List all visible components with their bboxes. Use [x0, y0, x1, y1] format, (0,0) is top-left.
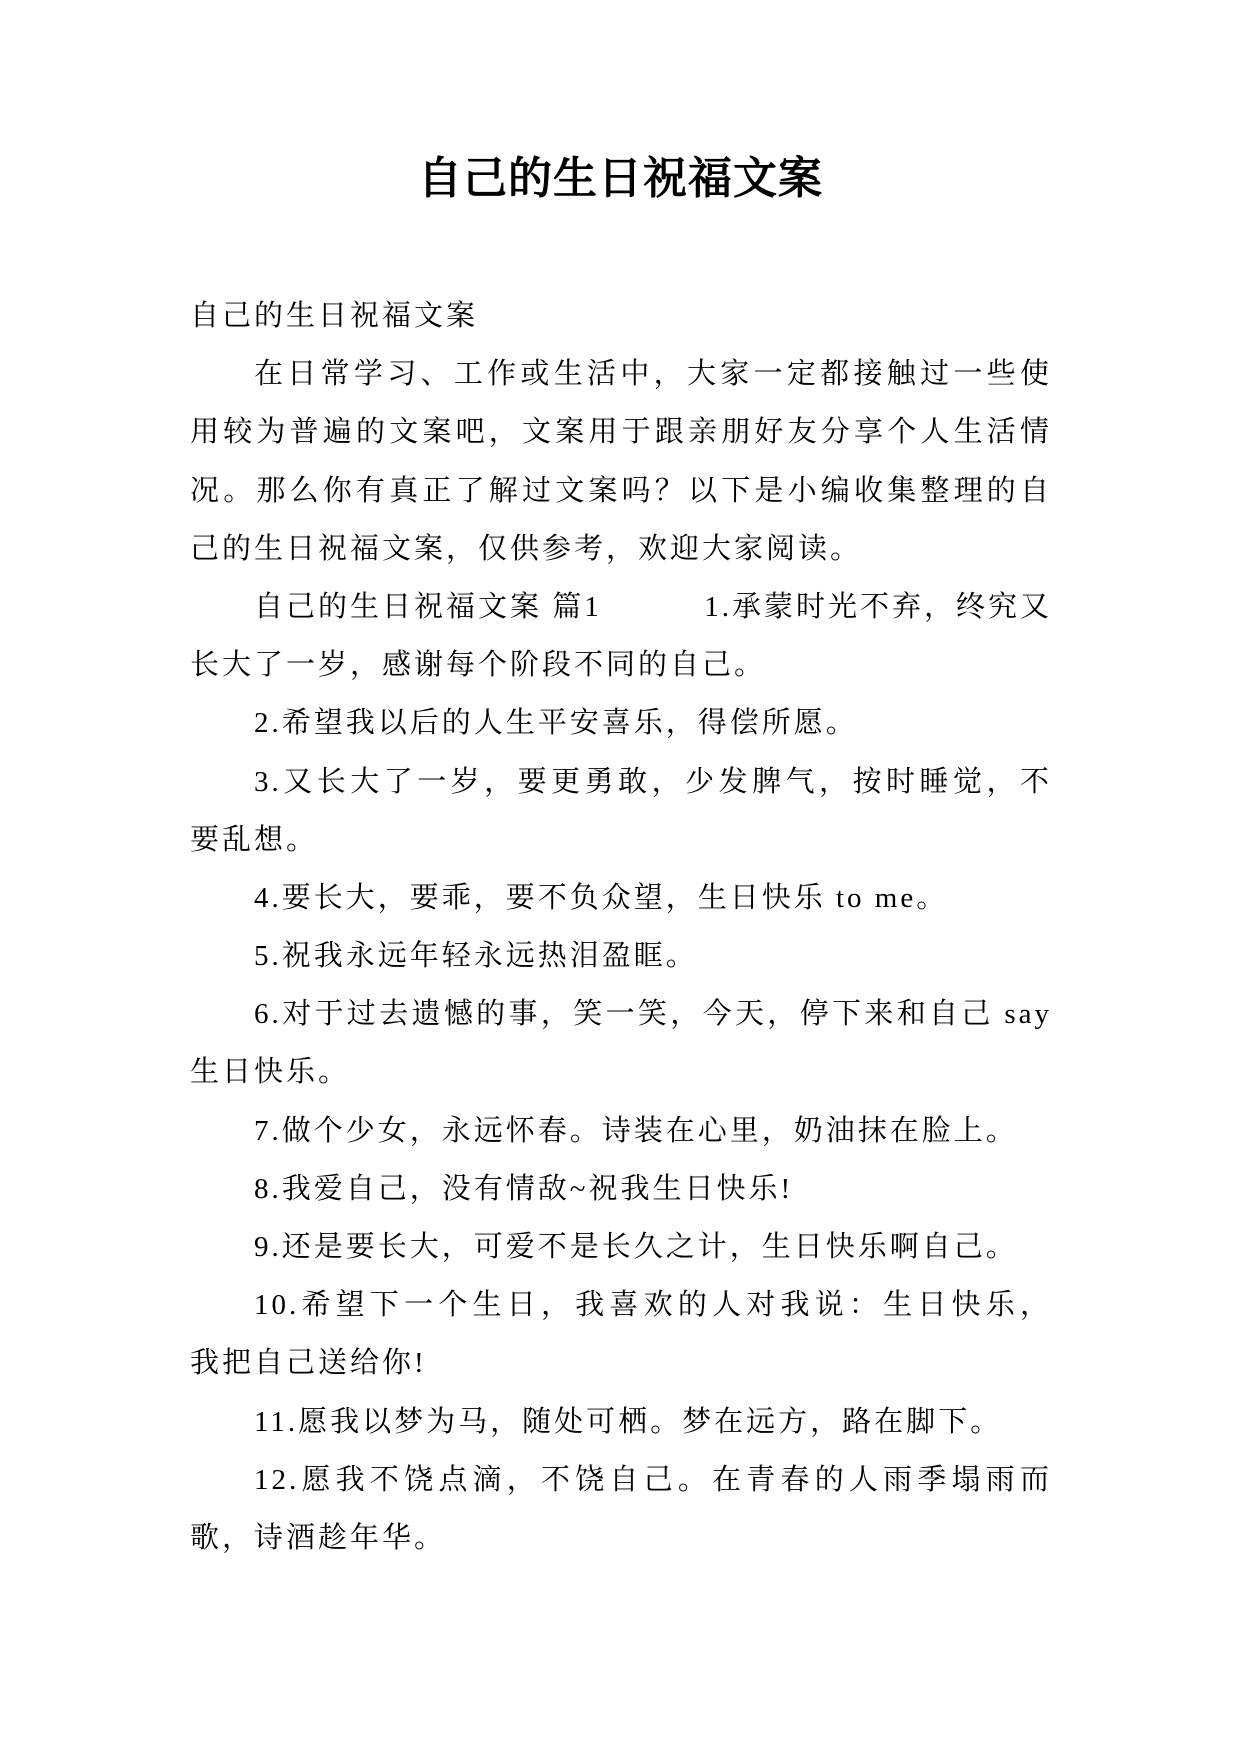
document-subtitle: 自己的生日祝福文案: [190, 300, 479, 332]
list-item-text: 6.对于过去遗憾的事，笑一笑，今天，停下来和自己 say: [254, 998, 1052, 1031]
list-item: [190, 1218, 1052, 1276]
list-item-text: 长大了一岁，感谢每个阶段不同的自己。: [190, 649, 767, 682]
list-item-text: 8.我爱自己，没有情敌~祝我生日快乐!: [254, 1172, 794, 1205]
list-item: [190, 1276, 1052, 1392]
list-item-text: 2.希望我以后的人生平安喜乐，得偿所愿。: [254, 707, 858, 740]
list-item: [190, 694, 1052, 752]
list-item-text: 要乱想。: [190, 823, 319, 856]
list-item-text: 我把自己送给你!: [190, 1347, 427, 1380]
document-body: [190, 287, 1052, 1567]
list-item-text: 7.做个少女，永远怀春。诗装在心里，奶油抹在脸上。: [254, 1114, 1018, 1147]
intro-paragraph: [190, 345, 1052, 578]
list-item: [190, 869, 1052, 927]
list-item-text: 歌，诗酒趁年华。: [190, 1521, 447, 1554]
list-item-text: 11.愿我以梦为马，随处可栖。梦在远方，路在脚下。: [254, 1405, 1003, 1438]
section-heading: 自己的生日祝福文案 篇1: [254, 590, 602, 623]
paragraph-line: 在日常学习、工作或生活中，大家一定都接触过一些使: [254, 358, 1052, 391]
list-item: [190, 927, 1052, 985]
paragraph-line: 用较为普遍的文案吧，文案用于跟亲朋好友分享个人生活情: [190, 416, 1052, 449]
list-item-text: 3.又长大了一岁，要更勇敢，少发脾气，按时睡觉，不: [254, 765, 1052, 798]
list-item-text: 生日快乐。: [190, 1056, 351, 1089]
document-title: 自己的生日祝福文案: [418, 154, 823, 203]
list-item-text: 10.希望下一个生日，我喜欢的人对我说：生日快乐，: [254, 1289, 1052, 1322]
paragraph-line: 况。那么你有真正了解过文案吗？以下是小编收集整理的自: [190, 474, 1052, 507]
list-item: [190, 985, 1052, 1101]
list-item: [190, 578, 1052, 694]
list-item: [190, 1160, 1052, 1218]
list-item-text: 4.要长大，要乖，要不负众望，生日快乐 to me。: [254, 881, 949, 914]
list-item: [190, 753, 1052, 869]
list-item-text: 1.承蒙时光不弃，终究又: [704, 590, 1052, 623]
list-item-text: 9.还是要长大，可爱不是长久之计，生日快乐啊自己。: [254, 1231, 1018, 1263]
list-item: [190, 1451, 1052, 1567]
list-item-text: 12.愿我不饶点滴，不饶自己。在青春的人雨季塌雨而: [254, 1463, 1052, 1496]
list-item: [190, 1393, 1052, 1451]
section-heading-line: [190, 578, 1052, 636]
list-item: [190, 1102, 1052, 1160]
list-item-text: 5.祝我永远年轻永远热泪盈眶。: [254, 940, 698, 973]
paragraph-line: 己的生日祝福文案，仅供参考，欢迎大家阅读。: [190, 532, 863, 565]
